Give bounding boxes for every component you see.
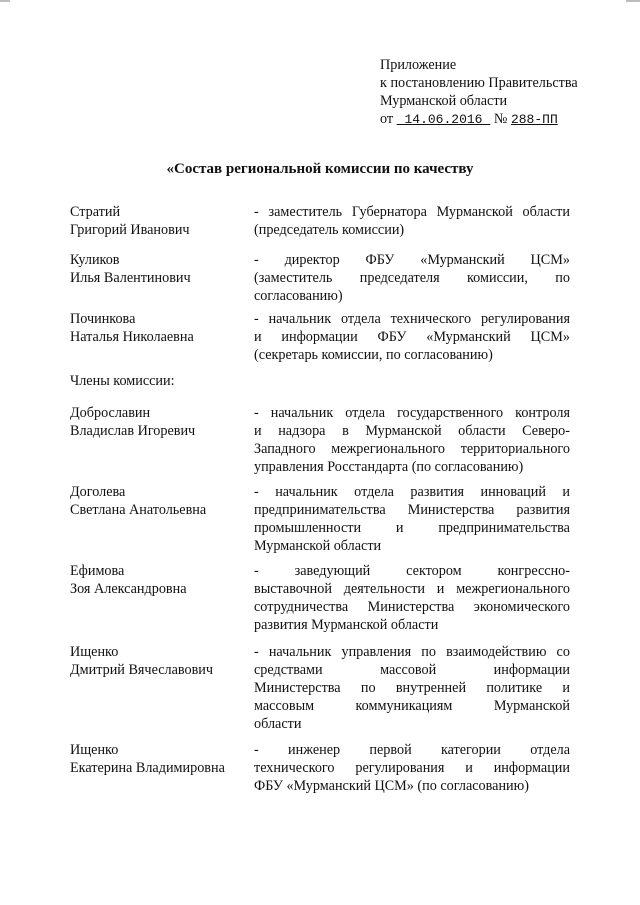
role-word: развития [410, 484, 465, 500]
member-role [254, 251, 570, 305]
role-word: - [254, 644, 259, 660]
role-word: и [254, 329, 262, 345]
member-surname: Стратий [70, 204, 121, 220]
member-name [70, 404, 245, 440]
role-word: и [562, 680, 570, 696]
role-word: заведующий [294, 563, 371, 579]
role-word: экономического [473, 599, 570, 615]
resolution-date: 14.06.2016 [404, 112, 483, 127]
member-surname: Ищенко [70, 742, 119, 758]
role-word: Министерства [254, 680, 341, 696]
scan-edge-mark-right [626, 0, 640, 2]
role-word: Министерства [367, 599, 455, 615]
role-word: политике [486, 680, 543, 696]
role-word: территориального [460, 441, 570, 457]
role-line: Мурманской области [254, 538, 382, 554]
role-word: отдела [340, 311, 381, 327]
member-surname: Доброславин [70, 405, 151, 421]
role-line [254, 519, 570, 537]
role-word: деятельности [343, 581, 425, 597]
appendix-date-line [380, 110, 620, 129]
role-word: - [254, 742, 259, 758]
role-word: ФБУ [377, 329, 407, 345]
role-word: развития [516, 502, 570, 518]
role-line [254, 404, 570, 422]
role-line [254, 580, 570, 598]
role-line [254, 741, 570, 759]
role-word: председателя [359, 270, 440, 286]
role-word: отдела [345, 405, 386, 421]
role-word: средствами [254, 662, 323, 678]
appendix-line: Приложение [380, 57, 457, 73]
role-line [254, 598, 570, 616]
members-heading: Члены комиссии: [70, 373, 175, 389]
date-prefix: от [380, 111, 394, 127]
role-word: Мурманской [436, 204, 513, 220]
member-surname: Ефимова [70, 563, 125, 579]
role-word: и [436, 581, 445, 597]
role-word: - [254, 252, 259, 268]
role-word: «Мурманский [426, 329, 511, 345]
role-word: управления [341, 644, 412, 660]
role-word: внутренней [395, 680, 467, 696]
role-word: информации [493, 662, 570, 678]
member-given-name: Зоя Александровна [70, 581, 187, 597]
role-word: надзора [278, 423, 326, 439]
role-word: регулирования [355, 760, 445, 776]
role-word: начальник [268, 644, 332, 660]
role-line [254, 661, 570, 679]
role-word: Мурманской [493, 698, 570, 714]
role-line [254, 269, 570, 287]
role-word: инноваций [480, 484, 546, 500]
role-line: ФБУ «Мурманский ЦСМ» (по согласованию) [254, 778, 529, 794]
member-given-name: Владислав Игоревич [70, 423, 196, 439]
role-word: по [421, 644, 436, 660]
role-line [254, 251, 570, 269]
role-word: - [254, 311, 259, 327]
role-word: директор [284, 252, 340, 268]
role-word: промышленности [254, 520, 362, 536]
role-line [254, 328, 570, 346]
role-word: коммуникациям [355, 698, 453, 714]
role-line: управления Росстандарта (по согласованию) [254, 459, 524, 475]
member-given-name: Григорий Иванович [70, 222, 190, 238]
member-role [254, 643, 570, 733]
role-line: (председатель комиссии) [254, 222, 405, 238]
role-word: инженер [288, 742, 341, 758]
role-word: межрегионального [331, 441, 446, 457]
role-word: информации [493, 760, 570, 776]
role-word: Министерства [407, 502, 495, 518]
role-word: ЦСМ» [530, 252, 570, 268]
role-word: и [465, 760, 473, 776]
member-given-name: Наталья Николаевна [70, 329, 194, 345]
role-word: и [395, 520, 404, 536]
role-line [254, 203, 570, 221]
member-role [254, 203, 570, 239]
role-word: и [254, 423, 262, 439]
role-line [254, 643, 570, 661]
role-line [254, 483, 570, 501]
role-line [254, 422, 570, 440]
role-word: области [458, 423, 506, 439]
role-line [254, 679, 570, 697]
role-word: предпринимательства [438, 520, 570, 536]
role-word: технического [390, 311, 472, 327]
role-word: комиссии, [467, 270, 528, 286]
role-word: по [555, 270, 570, 286]
member-name [70, 483, 245, 519]
member-role [254, 562, 570, 634]
role-word: категории [440, 742, 501, 758]
member-surname: Куликов [70, 252, 120, 268]
member-surname: Доголева [70, 484, 126, 500]
role-word: контроля [515, 405, 570, 421]
member-name [70, 643, 245, 679]
member-role [254, 741, 570, 795]
role-word: - [254, 405, 259, 421]
document-title: «Состав региональной комиссии по качеству [166, 161, 474, 177]
role-word: начальник [270, 405, 334, 421]
member-given-name: Екатерина Владимировна [70, 760, 225, 776]
role-word: регулирования [480, 311, 570, 327]
role-word: информации [281, 329, 358, 345]
member-name [70, 562, 245, 598]
role-line [254, 697, 570, 715]
role-word: выставочной [254, 581, 332, 597]
role-word: Мурманской [365, 423, 442, 439]
role-word: (заместитель [254, 270, 333, 286]
scan-edge-mark-left [0, 0, 10, 2]
role-line [254, 501, 570, 519]
role-line: области [254, 716, 302, 732]
role-word: технического [254, 760, 335, 776]
role-word: сотрудничества [254, 599, 349, 615]
role-word: предпринимательства [254, 502, 386, 518]
role-word: ФБУ [365, 252, 395, 268]
member-role [254, 404, 570, 476]
member-name [70, 251, 245, 287]
member-role [254, 310, 570, 364]
resolution-number: 288-ПП [510, 112, 558, 127]
appendix-block [380, 56, 620, 129]
number-prefix: № [493, 111, 508, 127]
member-surname: Ищенко [70, 644, 119, 660]
role-word: начальник [275, 484, 338, 500]
member-name [70, 203, 245, 239]
role-word: начальник [268, 311, 332, 327]
role-word: первой [369, 742, 412, 758]
role-word: Западного [254, 441, 316, 457]
role-word: «Мурманский [420, 252, 505, 268]
role-word: в [342, 423, 349, 439]
role-line [254, 440, 570, 458]
role-line [254, 759, 570, 777]
role-word: массовой [380, 662, 437, 678]
role-word: Северо- [522, 423, 570, 439]
role-word: Губернатора [351, 204, 427, 220]
appendix-line: к постановлению Правительства [380, 75, 578, 91]
role-word: сектором [406, 563, 462, 579]
role-word: массовым [254, 698, 315, 714]
member-given-name: Светлана Анатольевна [70, 502, 207, 518]
role-word: по [360, 680, 376, 696]
member-role [254, 483, 570, 555]
role-word: межрегионального [456, 581, 570, 597]
member-surname: Починкова [70, 311, 136, 327]
role-word: заместитель [268, 204, 343, 220]
member-given-name: Илья Валентинович [70, 270, 191, 286]
role-line: согласованию) [254, 288, 343, 304]
role-line: развития Мурманской области [254, 617, 439, 633]
role-line: (секретарь комиссии, по согласованию) [254, 347, 493, 363]
member-name [70, 741, 245, 777]
member-name [70, 310, 245, 346]
role-word: - [254, 204, 259, 220]
role-word: - [254, 484, 259, 500]
member-given-name: Дмитрий Вячеславович [70, 662, 214, 678]
role-line [254, 562, 570, 580]
role-word: государственного [397, 405, 504, 421]
role-word: отдела [530, 742, 570, 758]
role-word: отдела [354, 484, 394, 500]
role-word: со [556, 644, 570, 660]
role-word: области [522, 204, 570, 220]
role-word: - [254, 563, 259, 579]
appendix-line: Мурманской области [380, 93, 508, 109]
role-word: и [562, 484, 570, 500]
role-word: взаимодействию [446, 644, 547, 660]
role-word: ЦСМ» [530, 329, 570, 345]
role-line [254, 310, 570, 328]
role-word: конгрессно- [497, 563, 570, 579]
